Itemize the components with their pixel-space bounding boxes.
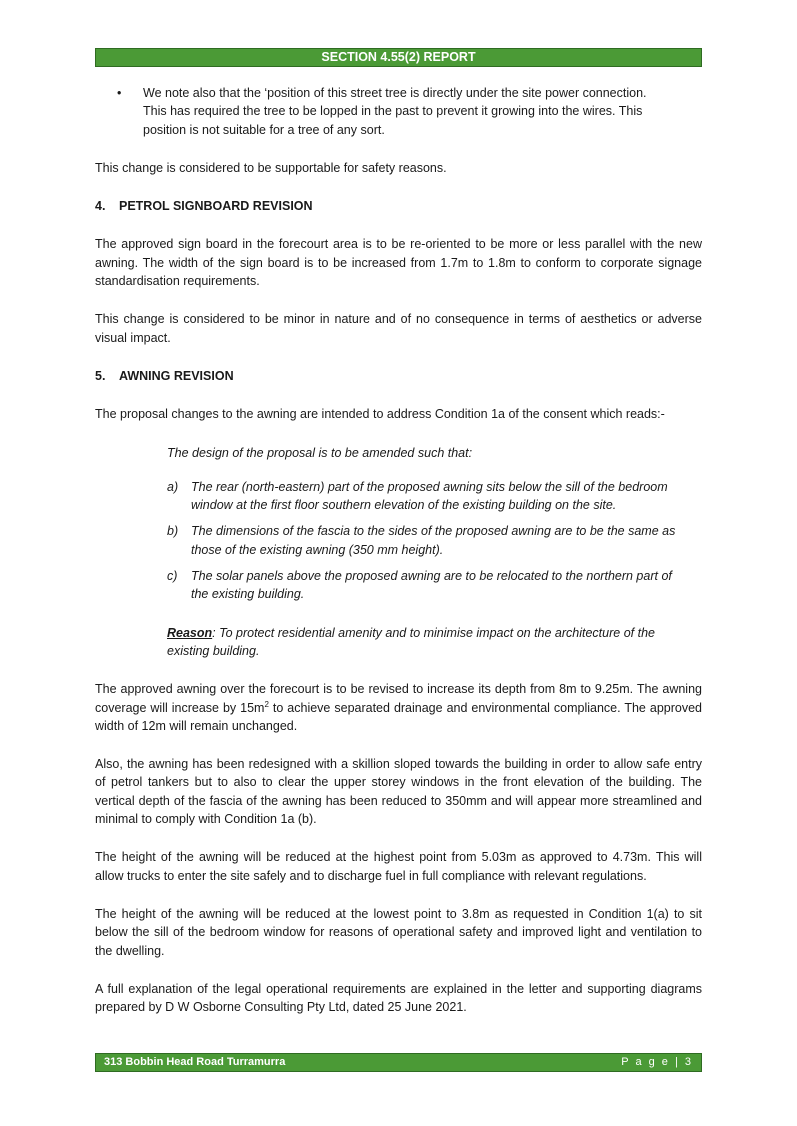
condition-item-c [167,567,682,604]
awning-depth-paragraph [95,680,702,735]
page-number: P a g e | 3 [621,1056,693,1068]
signboard-impact-paragraph: This change is considered to be minor in nature and of no consequence in terms of aesthetics or adverse visual impact. [95,312,702,345]
condition-item-text: The solar panels above the proposed awning are to be relocated to the northern part of the existing building. [191,569,672,602]
report-footer [95,1053,702,1072]
condition-item-label: c) [167,569,178,584]
footer-address: 313 Bobbin Head Road Turramurra [104,1056,286,1068]
height-high-paragraph: The height of the awning will be reduced at the highest point from 5.03m as approved to 4.73m. This will allow trucks to enter the site safely and to discharge fuel in full compliance with relevant regulations. [95,850,702,883]
report-header [95,48,702,67]
section-4-title: PETROL SIGNBOARD REVISION [119,199,313,214]
square-superscript: 2 [264,699,269,709]
report-title: SECTION 4.55(2) REPORT [321,50,476,64]
tree-bullet [95,84,702,139]
section-5-heading [95,367,702,385]
awning-intro-paragraph: The proposal changes to the awning are intended to address Condition 1a of the consent which reads:- [95,407,665,422]
condition-item-label: b) [167,524,179,539]
awning-depth-text-a: The approved awning over the forecourt is to be revised to increase its depth from 8m to 9.25m. The awning coverage will increase by 15m [95,682,702,715]
document-body [95,84,702,1016]
awning-depth-text-b: to achieve separated drainage and environmental compliance. The approved width of 12m will remain unchanged. [95,700,702,733]
condition-item-text: The dimensions of the fascia to the sides of the proposed awning are to be the same as those of the existing awning (350 mm height). [191,524,676,557]
section-4-heading [95,197,702,215]
section-4-number: 4. [95,199,106,214]
reason-text: : To protect residential amenity and to minimise impact on the architecture of the existing building. [167,625,655,658]
section-5-title: AWNING REVISION [119,368,234,383]
reason-paragraph [167,624,682,661]
bullet-text: We note also that the ‘position of this street tree is directly under the site power connection. This has required the tree to be lopped in the past to prevent it growing into the wires. This position is not suitable for a tree of any sort. [143,86,647,137]
height-low-paragraph: The height of the awning will be reduced at the lowest point to 3.8m as requested in Condition 1(a) to sit below the sill of the bedroom window for reasons of operational safety and improved light and ventilation to the dwelling. [95,906,702,958]
condition-item-a [167,478,682,515]
bullet-icon: • [117,86,122,100]
condition-item-b [167,522,682,559]
explanation-paragraph: A full explanation of the legal operational requirements are explained in the letter and supporting diagrams prepared by D W Osborne Consulting Pty Ltd, dated 25 June 2021. [95,981,702,1015]
skillion-paragraph: Also, the awning has been redesigned with a skillion sloped towards the building in order to allow safe entry of petrol tankers but to also to clear the upper storey windows in the front elevation of the building. The vertical depth of the fascia of the awning has been reduced to 350mm and will appear more streamlined and minimal to comply with Condition 1a (b). [95,757,702,827]
quote-intro: The design of the proposal is to be amended such that: [167,445,473,460]
signboard-paragraph: The approved sign board in the forecourt area is to be re-oriented to be more or less parallel with the new awning. The width of the sign board is to be increased from 1.7m to 1.8m to conform to corporate signage standardisation requirements. [95,237,702,289]
safety-paragraph: This change is considered to be supportable for safety reasons. [95,160,447,175]
condition-item-text: The rear (north-eastern) part of the proposed awning sits below the sill of the bedroom window at the first floor southern elevation of the existing building on the site. [191,479,668,513]
condition-quote [167,444,702,661]
section-5-number: 5. [95,368,106,383]
reason-label: Reason [167,625,213,640]
condition-item-label: a) [167,479,179,494]
